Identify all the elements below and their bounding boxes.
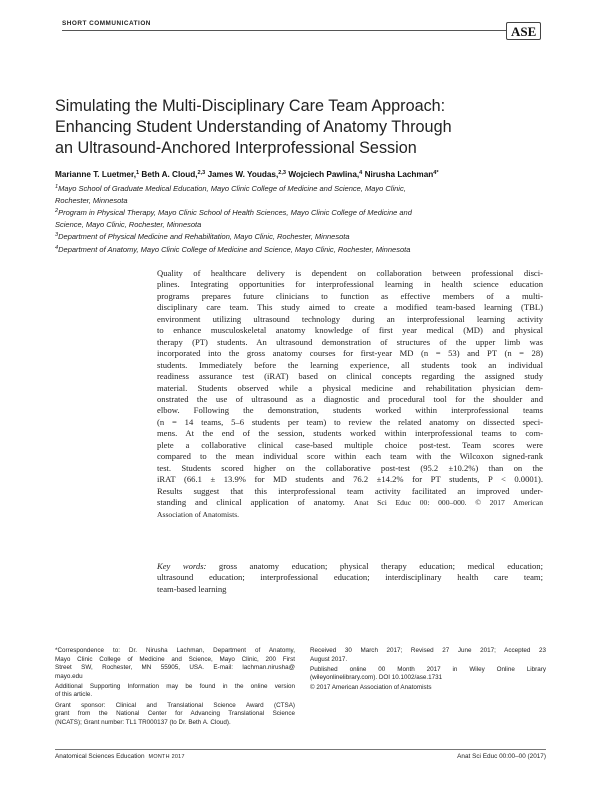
footer-journal [55, 753, 185, 760]
abstract-line [157, 497, 543, 508]
abstract-line: elbow. Following the demonstration, students worked within interprofessional teams [157, 405, 543, 416]
abstract-line: (n = 14 teams, 5–6 students per team) to review the related anatomy on dissected speci- [157, 416, 543, 427]
author [55, 170, 139, 179]
footnotes-left [55, 647, 295, 729]
affiliation-text: Program in Physical Therapy, Mayo Clinic School of Health Sciences, Mayo Clinic College of Medicine and [58, 208, 412, 218]
footnote-line: Mayo Clinic College of Medicine and Science, Mayo Clinic, 200 First [55, 655, 295, 663]
abstract-line: compared to the mean individual score within each team with the Wilcoxon signed-rank [157, 451, 543, 462]
keywords-line [157, 584, 543, 595]
author-name: Nirusha Lachman [364, 170, 434, 179]
footnote [310, 647, 546, 664]
footnote [310, 666, 546, 683]
affiliation-marker: 4 [55, 244, 59, 251]
abstract-line: test. Students scored higher on the collaborative post-test (95.2 ±10.2%) than on the [157, 462, 543, 473]
abstract-text: standing and clinical application of anatomy. [157, 497, 345, 508]
header-rule [62, 30, 540, 31]
keywords-text: gross anatomy education; physical therapy education; medical education; [218, 561, 543, 571]
affiliation-line [55, 230, 545, 243]
affiliation-line [55, 195, 545, 207]
affiliation-line [55, 206, 545, 219]
abstract-line: disciplinary care team. This study aimed to create a modified team-based learning (TBL) [157, 302, 543, 313]
footnote [55, 702, 295, 728]
abstract-line: onstrated the use of ultrasound as a diagnostic and procedural tool for the shoulder and [157, 393, 543, 404]
author-name: Beth A. Cloud, [141, 170, 198, 179]
abstract-line: environment utilizing ultrasound technology during an interprofessional learning activity [157, 313, 543, 324]
abstract-line: programs prepares future clinicians to function as effective members of a multi- [157, 290, 543, 301]
footnote-line: (NCATS); Grant number: TL1 TR000137 (to Dr. Beth A. Cloud). [55, 718, 231, 726]
title-line: Enhancing Student Understanding of Anatomy Through [55, 118, 452, 136]
abstract-line: students. Immediately before the learning experience, all students took an individual [157, 359, 543, 370]
author [288, 170, 362, 179]
section-label: SHORT COMMUNICATION [62, 20, 155, 27]
author-affiliation-marker: 2,3 [278, 170, 287, 176]
footnote [55, 647, 295, 681]
affiliation-text: Department of Physical Medicine and Rehabilitation, Mayo Clinic, Rochester, Minnesota [58, 232, 350, 242]
journal-badge: ASE [506, 22, 541, 40]
abstract-line: material. Students observed while a physical medicine and rehabilitation physician dem- [157, 382, 543, 393]
footnote-line: Additional Supporting Information may be found in the online version [55, 682, 295, 690]
author-affiliation-marker: 4 [359, 170, 363, 176]
title-line: Simulating the Multi-Disciplinary Care Team Approach: [55, 97, 446, 115]
abstract-line: iRAT (66.1 ± 13.9% for MD students and 76.2 ±14.2% for PT students, P < 0.0001). [157, 474, 543, 485]
footer-journal-name: Anatomical Sciences Education [55, 753, 145, 760]
author-name: James W. Youdas, [207, 170, 279, 179]
abstract-line: Results suggest that this interprofessional team activity facilitated an improved under- [157, 485, 543, 496]
keywords-line [157, 572, 543, 583]
footnote-line: (wileyonlinelibrary.com). DOI 10.1002/ase.1731 [310, 674, 443, 682]
footnote [310, 684, 546, 693]
affiliation-text: Rochester, Minnesota [55, 195, 128, 205]
affiliation-line [55, 182, 545, 195]
title-line: an Ultrasound-Anchored Interprofessional Session [55, 139, 417, 157]
abstract-line: therapy (PT) students. An ultrasound demonstration of structures of the upper limb was [157, 336, 543, 347]
keywords-text: ultrasound education; interprofessional education; interdisciplinary health care team; [157, 572, 543, 583]
footnote-line: August 2017. [310, 655, 348, 663]
footnotes-right [310, 647, 546, 694]
abstract-line: to enhance musculoskeletal anatomy knowledge of first year medical (MD) and physical [157, 325, 543, 336]
abstract-citation-cont: Association of Anatomists. [157, 509, 240, 519]
affiliations [55, 182, 545, 256]
footnote-line: of this article. [55, 691, 93, 699]
footnote-line: © 2017 American Association of Anatomists [310, 684, 432, 692]
keywords-text: team-based learning [157, 583, 227, 594]
footnote-line: grant from the National Center for Advancing Translational Science [55, 710, 295, 718]
abstract-line: Quality of healthcare delivery is dependent on collaboration between professional disci- [157, 268, 543, 278]
footer-rule [55, 749, 546, 750]
footnote-line: Grant sponsor: Clinical and Translational Science Award (CTSA) [55, 701, 295, 709]
footer-month: MONTH 2017 [148, 754, 185, 760]
author-affiliation-marker: 1 [136, 170, 140, 176]
affiliation-text: Mayo School of Graduate Medical Education, Mayo Clinic College of Medicine and Science, Mayo Clinic, [58, 184, 406, 193]
keywords-line [157, 561, 543, 572]
affiliation-line [55, 219, 545, 231]
affiliation-text: Science, Mayo Clinic, Rochester, Minnesota [55, 219, 202, 229]
keywords-label: Key words: [157, 561, 207, 571]
author [208, 170, 286, 179]
affiliation-marker: 3 [55, 232, 59, 239]
keywords [157, 561, 543, 595]
author-affiliation-marker: 4* [433, 170, 439, 176]
footnote-line: mayo.edu [55, 672, 83, 680]
footnote-line: Street SW, Rochester, MN 55905, USA. E-mail: lachman.nirusha@ [55, 664, 295, 672]
footnote-line: Published online 00 Month 2017 in Wiley Online Library [310, 665, 546, 673]
author-affiliation-marker: 2,3 [197, 170, 206, 176]
author [365, 170, 439, 179]
footnote-line: *Correspondence to: Dr. Nirusha Lachman, Department of Anatomy, [55, 647, 295, 654]
author-name: Marianne T. Luetmer, [55, 170, 136, 179]
affiliation-line [55, 243, 545, 256]
footnote [55, 683, 295, 700]
author [141, 170, 205, 179]
affiliation-marker: 1 [55, 184, 59, 190]
footnote-line: Received 30 March 2017; Revised 27 June 2017; Accepted 23 [310, 647, 546, 654]
abstract-line: incorporated into the gross anatomy courses for first-year MD (n = 53) and PT (n = 28) [157, 348, 543, 359]
abstract-line: mens. At the end of the session, students worked within interprofessional teams to com- [157, 428, 543, 439]
abstract-line: plete a collaborative clinical case-based multiple choice post-test. Team scores were [157, 439, 543, 450]
author-name: Wojciech Pawlina, [288, 170, 360, 179]
abstract-line: readiness assurance test (iRAT) based on clinical concepts regarding the assigned study [157, 371, 543, 382]
author-list [55, 170, 439, 179]
footer-citation: Anat Sci Educ 00:00–00 (2017) [457, 753, 546, 760]
article-title [55, 96, 545, 159]
affiliation-text: Department of Anatomy, Mayo Clinic College of Medicine and Science, Mayo Clinic, Rochester, Minnesota [58, 244, 411, 254]
abstract-line: plines. Integrating opportunities for interprofessional learning in health science education [157, 279, 543, 290]
abstract [157, 268, 543, 520]
affiliation-marker: 2 [55, 208, 59, 215]
abstract-citation: Anat Sci Educ 00: 000–000. © 2017 American [353, 498, 543, 508]
